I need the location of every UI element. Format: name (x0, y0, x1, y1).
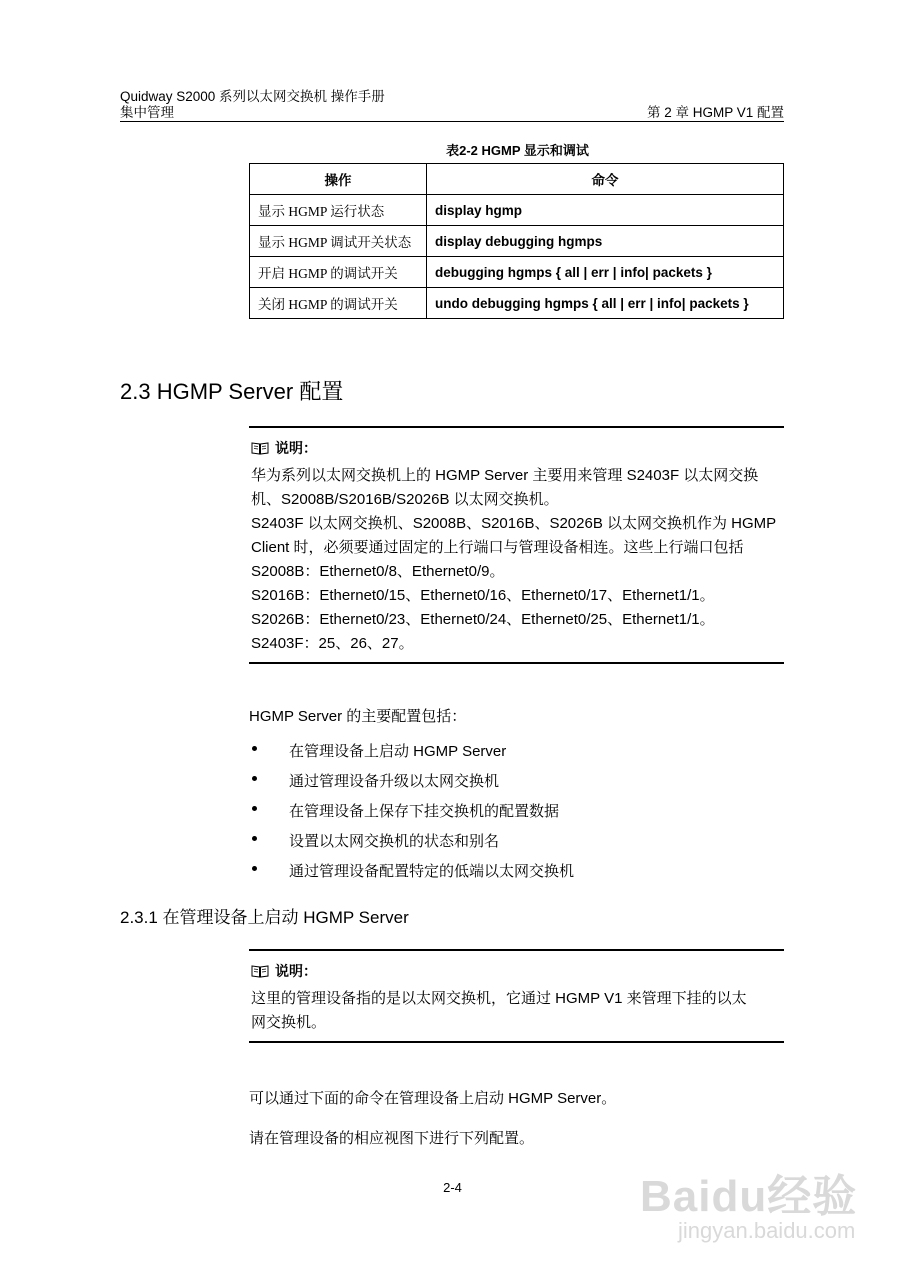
note-line: 这里的管理设备指的是以太网交换机，它通过 HGMP V1 来管理下挂的以太 (251, 990, 747, 1007)
note-text (251, 464, 784, 656)
command-cell: display hgmp (427, 195, 784, 226)
page-number: 2-4 (443, 1180, 462, 1195)
note-line: S2008B：Ethernet0/8、Ethernet0/9。 (251, 563, 505, 580)
intro-text: HGMP Server 的主要配置包括： (249, 708, 467, 725)
header-rule (120, 121, 784, 122)
bullet-item: 设置以太网交换机的状态和别名 (289, 833, 500, 850)
paragraph: 可以通过下面的命令在管理设备上启动 HGMP Server。 (249, 1090, 617, 1107)
bullet-item: 通过管理设备升级以太网交换机 (289, 773, 500, 790)
note-line: 机、S2008B/S2016B/S2026B 以太网交换机。 (251, 491, 559, 508)
table-row (250, 288, 784, 319)
note-title: 说明： (251, 961, 317, 981)
table-caption: 表2-2 HGMP 显示和调试 (446, 143, 589, 158)
bullet-dot (252, 746, 257, 751)
section-name: 集中管理 (120, 105, 174, 120)
bullet-dot (252, 806, 257, 811)
bullet-item: 在管理设备上启动 HGMP Server (289, 743, 507, 760)
note-title: 说明： (251, 438, 317, 458)
paragraph: 请在管理设备的相应视图下进行下列配置。 (249, 1130, 535, 1147)
bullet-dot (252, 776, 257, 781)
table-row (250, 226, 784, 257)
bullet-dot (252, 866, 257, 871)
note-line: S2016B：Ethernet0/15、Ethernet0/16、Ethernet0/17、Ethernet1/1。 (251, 587, 715, 604)
operation-cell: 显示 HGMP 调试开关状态 (250, 226, 427, 257)
hgmp-command-table (249, 163, 784, 319)
baidu-watermark-logo: Baidu经验 (640, 1172, 858, 1221)
chapter-title: 第 2 章 HGMP V1 配置 (646, 105, 784, 120)
bullet-item: 通过管理设备配置特定的低端以太网交换机 (289, 863, 575, 880)
baidu-watermark-url: jingyan.baidu.com (678, 1218, 856, 1243)
table-row (250, 257, 784, 288)
note-line: 网交换机。 (251, 1014, 327, 1031)
subsection-heading: 2.3.1 在管理设备上启动 HGMP Server (120, 908, 409, 927)
book-icon (251, 964, 269, 978)
note-text (251, 987, 784, 1035)
note-line: S2403F 以太网交换机、S2008B、S2016B、S2026B 以太网交换机作为 HGMP (251, 515, 777, 532)
table-row (250, 195, 784, 226)
bullet-dot (252, 836, 257, 841)
note-box (249, 949, 784, 1043)
note-line: S2026B：Ethernet0/23、Ethernet0/24、Ethernet0/25、Ethernet1/1。 (251, 611, 715, 628)
note-line: 华为系列以太网交换机上的 HGMP Server 主要用来管理 S2403F 以太网交换 (251, 467, 759, 484)
manual-title: Quidway S2000 系列以太网交换机 操作手册 (120, 89, 385, 104)
operation-cell: 关闭 HGMP 的调试开关 (250, 288, 427, 319)
note-line: Client 时，必须要通过固定的上行端口与管理设备相连。这些上行端口包括 (251, 539, 744, 556)
note-line: S2403F：25、26、27。 (251, 635, 414, 652)
header-operation: 操作 (250, 164, 427, 195)
command-cell: undo debugging hgmps { all | err | info| packets } (427, 288, 784, 319)
command-cell: display debugging hgmps (427, 226, 784, 257)
header-command: 命令 (427, 164, 784, 195)
note-box (249, 426, 784, 664)
section-heading: 2.3 HGMP Server 配置 (120, 379, 344, 404)
book-icon (251, 441, 269, 455)
operation-cell: 开启 HGMP 的调试开关 (250, 257, 427, 288)
command-cell: debugging hgmps { all | err | info| packets } (427, 257, 784, 288)
bullet-item: 在管理设备上保存下挂交换机的配置数据 (289, 803, 560, 820)
table-header-row (250, 164, 784, 195)
operation-cell: 显示 HGMP 运行状态 (250, 195, 427, 226)
